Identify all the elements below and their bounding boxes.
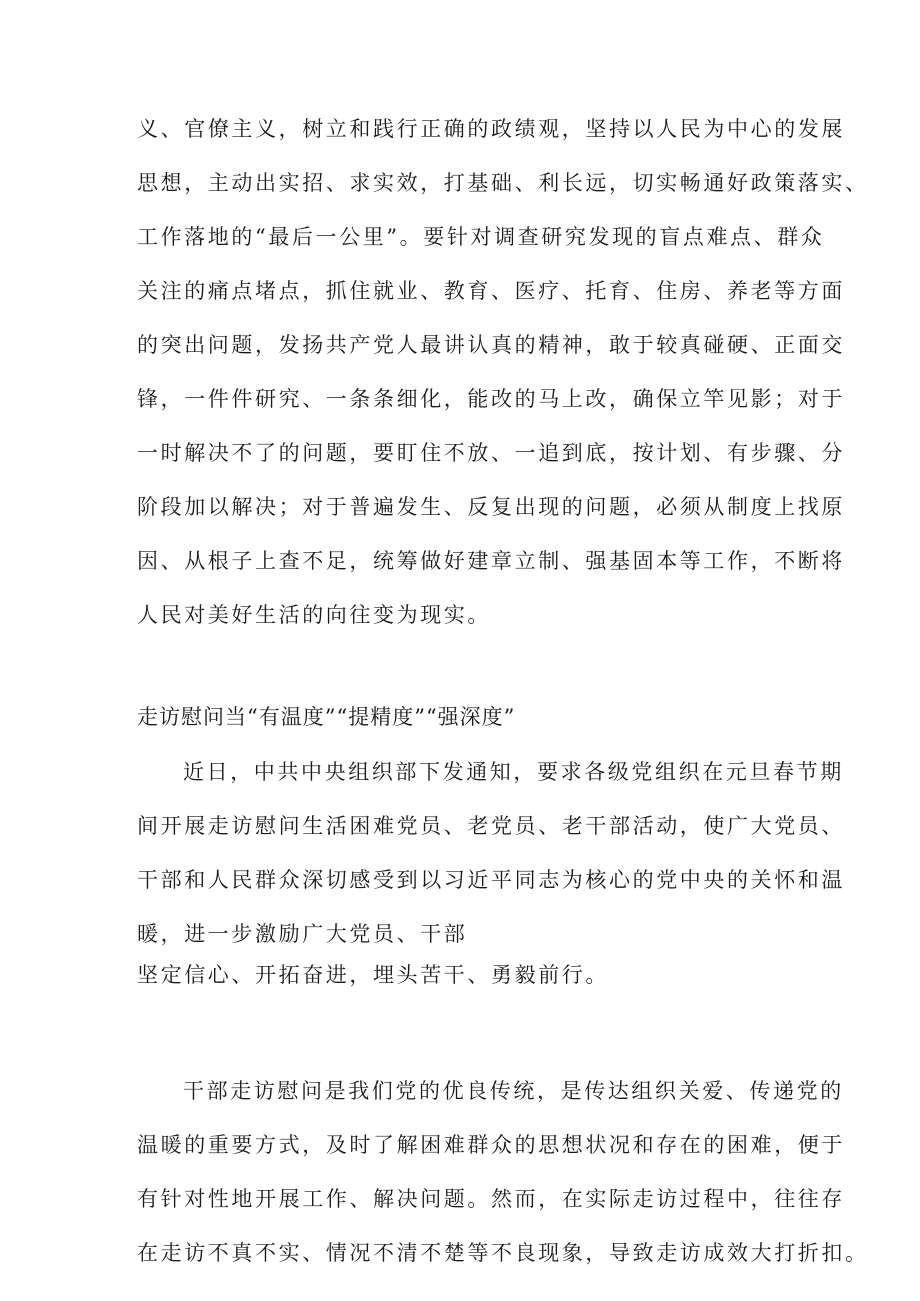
paragraph-line: 关注的痛点堵点，抓住就业、教育、医疗、托育、住房、养老等方面 (137, 279, 845, 303)
paragraph-line: 有针对性地开展工作、解决问题。然而，在实际走访过程中，往往存 (137, 1187, 845, 1211)
paragraph-line: 坚定信心、开拓奋进，埋头苦干、勇毅前行。 (137, 963, 609, 987)
paragraph-line: 干部走访慰问是我们党的优良传统，是传达组织关爱、传递党的 (183, 1079, 844, 1103)
paragraph-line: 间开展走访慰问生活困难党员、老党员、老干部活动，使广大党员、 (137, 814, 845, 838)
paragraph-line: 在走访不真不实、情况不清不楚等不良现象，导致走访成效大打折扣。 (137, 1241, 869, 1265)
paragraph-line: 干部和人民群众深切感受到以习近平同志为核心的党中央的关怀和温 (137, 868, 845, 892)
paragraph-line: 工作落地的“最后一公里”。要针对调查研究发现的盲点难点、群众 (137, 225, 825, 249)
paragraph-line: 义、官僚主义，树立和践行正确的政绩观，坚持以人民为中心的发展 (137, 117, 845, 141)
paragraph-line: 阶段加以解决；对于普遍发生、反复出现的问题，必须从制度上找原 (137, 495, 845, 519)
paragraph-line: 的突出问题，发扬共产党人最讲认真的精神，敢于较真碰硬、正面交 (137, 333, 845, 357)
paragraph-line: 思想，主动出实招、求实效，打基础、利长远，切实畅通好政策落实、 (137, 171, 869, 195)
paragraph-line: 近日，中共中央组织部下发通知，要求各级党组织在元旦春节期 (183, 760, 844, 784)
paragraph-line: 温暖的重要方式，及时了解困难群众的思想状况和存在的困难，便于 (137, 1133, 845, 1157)
paragraph-line: 一时解决不了的问题，要盯住不放、一追到底，按计划、有步骤、分 (137, 441, 845, 465)
paragraph-line: 锋，一件件研究、一条条细化，能改的马上改，确保立竿见影；对于 (137, 387, 845, 411)
section-heading: 走访慰问当“有温度”“提精度”“强深度” (137, 705, 516, 729)
paragraph-line: 暖，进一步激励广大党员、干部 (137, 922, 468, 946)
paragraph-line: 因、从根子上查不足，统筹做好建章立制、强基固本等工作，不断将 (137, 549, 845, 573)
paragraph-line: 人民对美好生活的向往变为现实。 (137, 603, 491, 627)
